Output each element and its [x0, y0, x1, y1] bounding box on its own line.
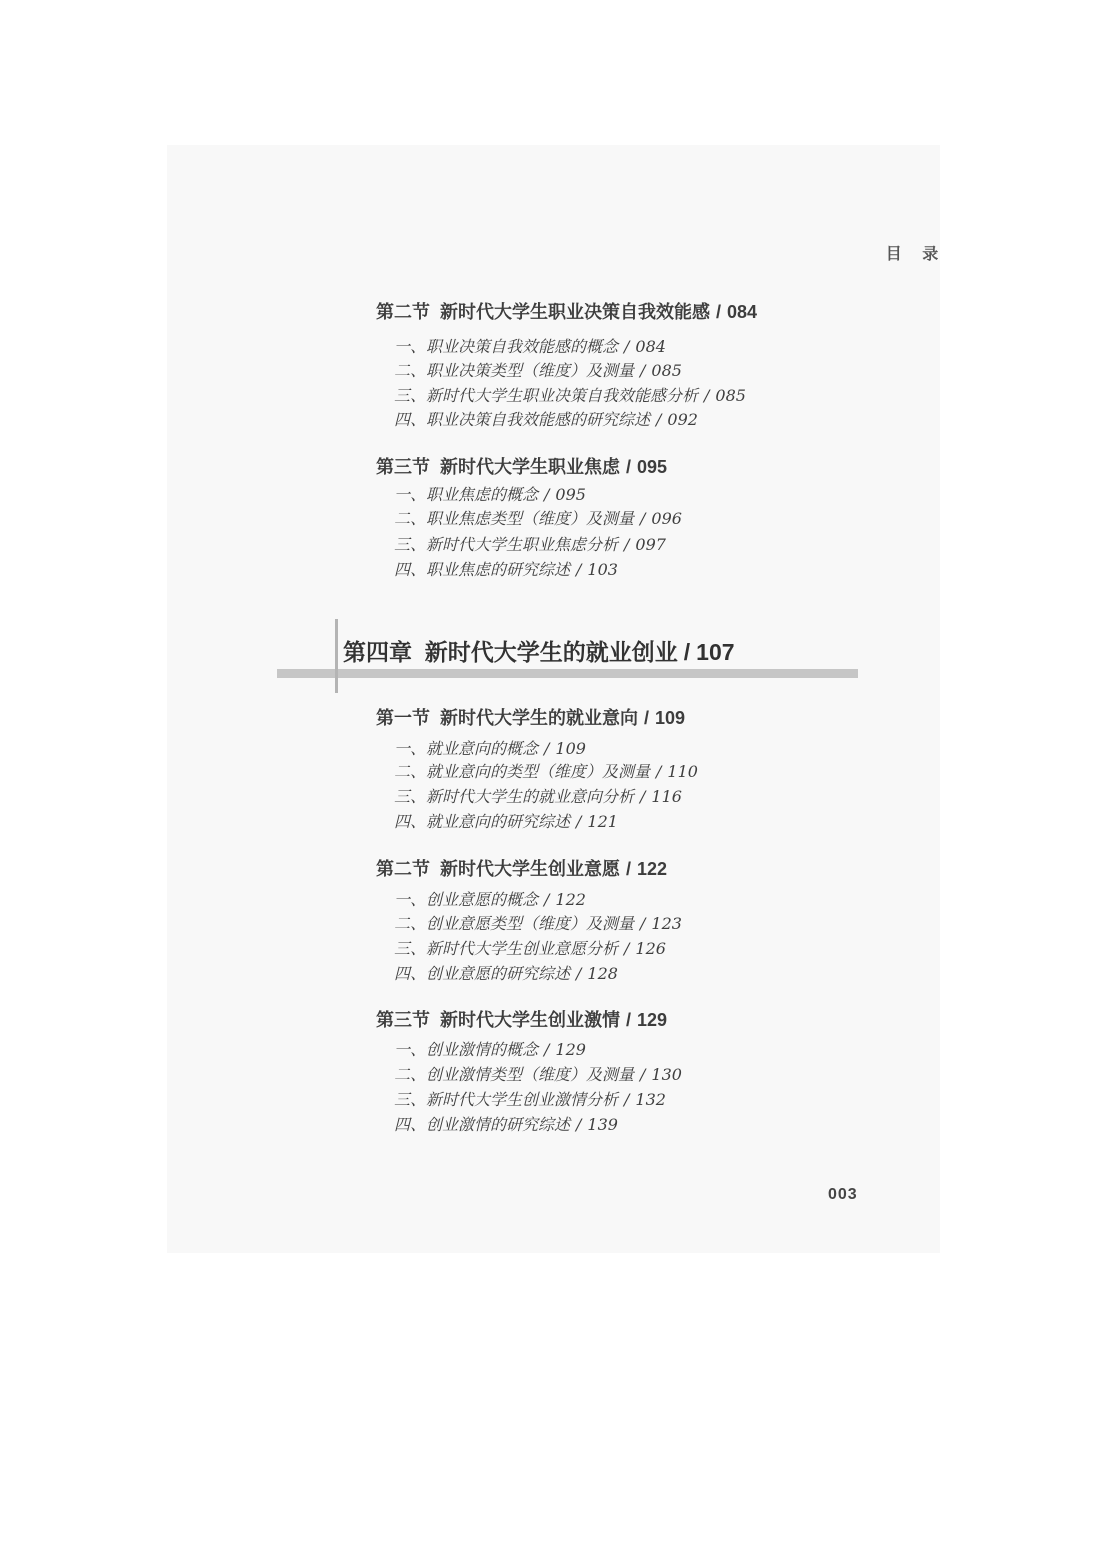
toc-item-text: 四、职业焦虑的研究综述	[394, 560, 571, 579]
section-title	[376, 457, 667, 479]
toc-item-page: 085	[651, 361, 682, 380]
section-title	[376, 302, 757, 324]
toc-item-page: 128	[587, 964, 618, 983]
separator: /	[544, 739, 550, 758]
toc-item	[394, 939, 666, 958]
toc-item	[394, 535, 666, 554]
toc-header-label: 目 录	[885, 246, 941, 264]
toc-item-page: 129	[555, 1040, 586, 1059]
separator: /	[716, 302, 722, 322]
separator: /	[544, 1040, 550, 1059]
toc-item	[394, 1065, 682, 1084]
toc-item	[394, 812, 618, 831]
section-page: 084	[727, 302, 758, 322]
toc-item	[394, 1090, 666, 1109]
book-page	[167, 145, 940, 1253]
toc-item-text: 一、职业焦虑的概念	[394, 485, 539, 504]
separator: /	[576, 964, 582, 983]
page-number: 003	[828, 1186, 858, 1203]
toc-item	[394, 762, 698, 781]
toc-item-page: 123	[651, 914, 682, 933]
toc-item-page: 095	[555, 485, 586, 504]
toc-item	[394, 485, 586, 504]
separator: /	[626, 859, 632, 879]
toc-item-text: 三、新时代大学生创业意愿分析	[394, 939, 619, 958]
toc-item	[394, 361, 682, 380]
toc-item	[394, 560, 618, 579]
toc-item-text: 一、就业意向的概念	[394, 739, 539, 758]
toc-item-text: 一、职业决策自我效能感的概念	[394, 337, 619, 356]
section-page: 109	[655, 708, 686, 728]
section-title-text: 第三节 新时代大学生创业激情	[376, 1010, 621, 1030]
separator: /	[624, 939, 630, 958]
separator: /	[704, 386, 710, 405]
toc-item-page: 103	[587, 560, 618, 579]
toc-item	[394, 890, 586, 909]
separator: /	[640, 914, 646, 933]
section-title	[376, 708, 685, 730]
toc-item-page: 121	[587, 812, 618, 831]
chapter-marker-line	[335, 619, 338, 693]
toc-item-page: 130	[651, 1065, 682, 1084]
toc-item-text: 二、职业焦虑类型（维度）及测量	[394, 509, 635, 528]
toc-item-page: 084	[635, 337, 666, 356]
toc-item-text: 四、职业决策自我效能感的研究综述	[394, 410, 651, 429]
toc-item-page: 132	[635, 1090, 666, 1109]
toc-item-page: 097	[635, 535, 666, 554]
toc-item-page: 126	[635, 939, 666, 958]
chapter-page: 107	[696, 639, 735, 665]
chapter-rule	[277, 669, 858, 678]
section-title-text: 第二节 新时代大学生职业决策自我效能感	[376, 302, 711, 322]
separator: /	[656, 762, 662, 781]
toc-item	[394, 1040, 586, 1059]
toc-item	[394, 386, 746, 405]
toc-item-text: 三、新时代大学生职业焦虑分析	[394, 535, 619, 554]
toc-item-page: 092	[667, 410, 698, 429]
section-title-text: 第一节 新时代大学生的就业意向	[376, 708, 639, 728]
toc-header	[812, 226, 940, 284]
section-title	[376, 1010, 667, 1032]
separator: /	[640, 361, 646, 380]
section-title-text: 第三节 新时代大学生职业焦虑	[376, 457, 621, 477]
toc-item-page: 139	[587, 1115, 618, 1134]
separator: /	[576, 812, 582, 831]
toc-item-text: 二、职业决策类型（维度）及测量	[394, 361, 635, 380]
toc-item-page: 116	[651, 787, 682, 806]
section-title-text: 第二节 新时代大学生创业意愿	[376, 859, 621, 879]
separator: /	[656, 410, 662, 429]
toc-item-text: 四、创业意愿的研究综述	[394, 964, 571, 983]
toc-item-text: 二、就业意向的类型（维度）及测量	[394, 762, 651, 781]
toc-item-page: 110	[667, 762, 698, 781]
section-page: 095	[637, 457, 668, 477]
toc-item-text: 四、就业意向的研究综述	[394, 812, 571, 831]
toc-item-text: 二、创业激情类型（维度）及测量	[394, 1065, 635, 1084]
separator: /	[576, 1115, 582, 1134]
separator: /	[683, 639, 691, 665]
toc-item	[394, 410, 698, 429]
toc-item	[394, 509, 682, 528]
separator: /	[544, 485, 550, 504]
toc-item-page: 096	[651, 509, 682, 528]
toc-item-page: 109	[555, 739, 586, 758]
toc-item-page: 122	[555, 890, 586, 909]
toc-item	[394, 1115, 618, 1134]
section-page: 129	[637, 1010, 668, 1030]
toc-item	[394, 787, 682, 806]
toc-item-text: 一、创业意愿的概念	[394, 890, 539, 909]
separator: /	[544, 890, 550, 909]
toc-item-text: 一、创业激情的概念	[394, 1040, 539, 1059]
toc-item	[394, 964, 618, 983]
separator: /	[644, 708, 650, 728]
separator: /	[640, 787, 646, 806]
separator: /	[640, 509, 646, 528]
toc-item-text: 四、创业激情的研究综述	[394, 1115, 571, 1134]
chapter-title-text: 第四章 新时代大学生的就业创业	[343, 639, 678, 665]
toc-item	[394, 739, 586, 758]
section-title	[376, 859, 667, 881]
toc-item	[394, 914, 682, 933]
separator: /	[624, 1090, 630, 1109]
toc-item-page: 085	[715, 386, 746, 405]
separator: /	[626, 1010, 632, 1030]
separator: /	[576, 560, 582, 579]
toc-item	[394, 337, 666, 356]
separator: /	[640, 1065, 646, 1084]
separator: /	[624, 535, 630, 554]
toc-item-text: 二、创业意愿类型（维度）及测量	[394, 914, 635, 933]
toc-item-text: 三、新时代大学生职业决策自我效能感分析	[394, 386, 699, 405]
toc-item-text: 三、新时代大学生的就业意向分析	[394, 787, 635, 806]
section-page: 122	[637, 859, 668, 879]
chapter-heading	[343, 639, 735, 667]
separator: /	[626, 457, 632, 477]
toc-item-text: 三、新时代大学生创业激情分析	[394, 1090, 619, 1109]
separator: /	[624, 337, 630, 356]
